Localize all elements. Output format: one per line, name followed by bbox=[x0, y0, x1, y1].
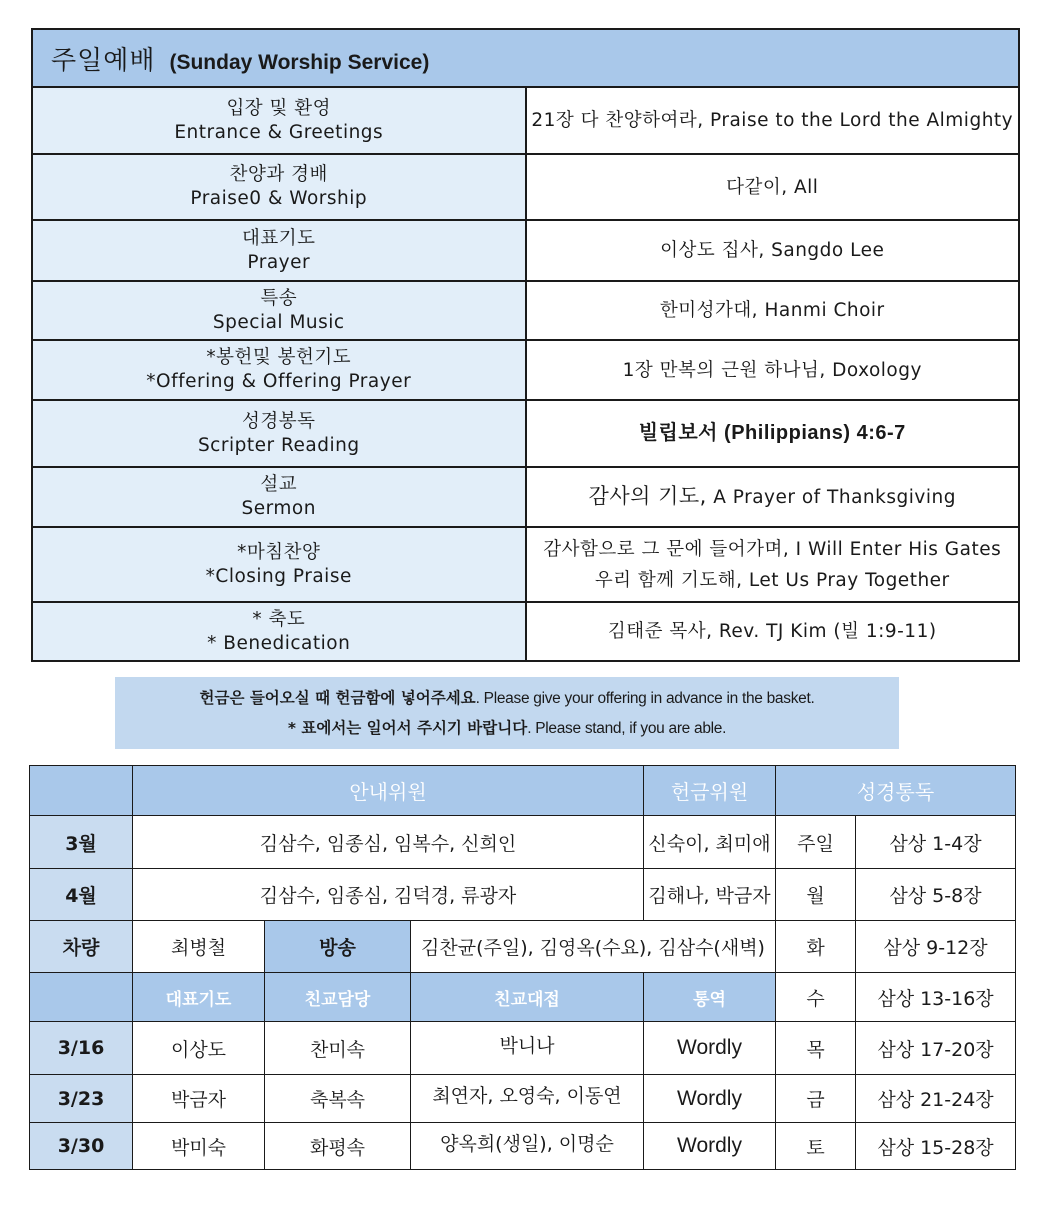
order-value bbox=[526, 467, 1020, 527]
order-value: 1장 만복의 근원 하나님, Doxology bbox=[526, 340, 1020, 400]
order-label-ko: 찬양과 경배 bbox=[229, 164, 328, 185]
order-label-ko: 특송 bbox=[260, 287, 298, 309]
reading-day: 토 bbox=[776, 1123, 856, 1170]
prayer-header: 대표기도 bbox=[133, 973, 265, 1022]
reading-day: 주일 bbox=[776, 816, 856, 869]
subheader-corner bbox=[30, 973, 133, 1022]
ushers-names: 김삼수, 임종심, 임복수, 신희인 bbox=[133, 816, 644, 869]
week-interpret: Wordly bbox=[644, 1075, 776, 1123]
order-row bbox=[32, 467, 1019, 527]
bible-reading-header: 성경통독 bbox=[776, 766, 1016, 816]
notice-line-offering bbox=[115, 683, 899, 713]
ushers-header: 안내위원 bbox=[133, 766, 644, 816]
week-fellowship-host-text: 최연자, 오영숙, 이동연 bbox=[432, 1085, 622, 1107]
week-date: 3/30 bbox=[30, 1123, 133, 1170]
vehicle-label: 차량 bbox=[30, 921, 133, 973]
order-row bbox=[32, 602, 1019, 661]
order-row bbox=[32, 340, 1019, 400]
closing-praise-line2: 우리 함께 기도해, Let Us Pray Together bbox=[594, 569, 950, 591]
reading-day: 금 bbox=[776, 1075, 856, 1123]
order-label bbox=[32, 340, 526, 400]
order-title-en: (Sunday Worship Service) bbox=[169, 50, 430, 74]
week-fellowship-host bbox=[411, 1075, 644, 1123]
order-label bbox=[32, 281, 526, 340]
sermon-title-ko: 감사의 기도, bbox=[588, 484, 707, 508]
order-label bbox=[32, 602, 526, 661]
week-fellowship-host bbox=[411, 1123, 644, 1170]
week-interpret: Wordly bbox=[644, 1123, 776, 1170]
order-row bbox=[32, 220, 1019, 281]
order-row bbox=[32, 154, 1019, 220]
fellowship-host-header: 친교대접 bbox=[411, 973, 644, 1022]
ushers-names: 김삼수, 임종심, 김덕경, 류광자 bbox=[133, 869, 644, 921]
month-row bbox=[30, 869, 1016, 921]
corner-cell bbox=[30, 766, 133, 816]
week-prayer: 이상도 bbox=[133, 1022, 265, 1075]
reading-passage: 삼상 5-8장 bbox=[856, 869, 1016, 921]
order-label-ko: 대표기도 bbox=[242, 227, 316, 249]
order-label-en: Entrance & Greetings bbox=[174, 121, 384, 143]
month-label: 4월 bbox=[30, 869, 133, 921]
order-label bbox=[32, 154, 526, 220]
order-title bbox=[32, 29, 1019, 87]
week-interpret: Wordly bbox=[644, 1022, 776, 1075]
closing-praise-line1: 감사함으로 그 문에 들어가며, I Will Enter His Gates bbox=[543, 538, 1002, 560]
order-value: 21장 다 찬양하여라, Praise to the Lord the Almighty bbox=[526, 87, 1020, 154]
subheader-row bbox=[30, 973, 1016, 1022]
week-row bbox=[30, 1022, 1016, 1075]
reading-day: 화 bbox=[776, 921, 856, 973]
notice-offering-ko: 헌금은 들어오실 때 헌금함에 넣어주세요 bbox=[199, 689, 476, 707]
reading-passage: 삼상 17-20장 bbox=[856, 1022, 1016, 1075]
month-row bbox=[30, 816, 1016, 869]
order-label bbox=[32, 87, 526, 154]
order-value: 이상도 집사, Sangdo Lee bbox=[526, 220, 1020, 281]
reading-day: 목 bbox=[776, 1022, 856, 1075]
order-label bbox=[32, 400, 526, 467]
order-row bbox=[32, 281, 1019, 340]
order-label-en: Special Music bbox=[212, 311, 345, 333]
week-fellowship-host bbox=[411, 1022, 644, 1075]
order-row bbox=[32, 87, 1019, 154]
week-row bbox=[30, 1123, 1016, 1170]
reading-passage: 삼상 1-4장 bbox=[856, 816, 1016, 869]
reading-passage: 삼상 21-24장 bbox=[856, 1075, 1016, 1123]
week-date: 3/16 bbox=[30, 1022, 133, 1075]
order-value: 다같이, All bbox=[526, 154, 1020, 220]
sermon-title-en: A Prayer of Thanksgiving bbox=[713, 487, 956, 508]
reading-day: 수 bbox=[776, 973, 856, 1022]
order-label-en: *Closing Praise bbox=[205, 565, 352, 587]
order-label-en: * Benedication bbox=[207, 632, 351, 654]
offering-names: 신숙이, 최미애 bbox=[644, 816, 776, 869]
broadcast-value: 김찬균(주일), 김영옥(수요), 김삼수(새벽) bbox=[411, 921, 776, 973]
week-fellowship-lead: 화평속 bbox=[265, 1123, 411, 1170]
notice-box bbox=[115, 677, 899, 749]
week-row bbox=[30, 1075, 1016, 1123]
week-fellowship-host-text: 박니나 bbox=[499, 1034, 555, 1057]
week-fellowship-host-text: 양옥희(생일), 이명순 bbox=[440, 1132, 614, 1155]
order-label-en: *Offering & Offering Prayer bbox=[146, 371, 412, 392]
order-label-ko: 설교 bbox=[260, 474, 298, 495]
notice-stand-ko: * 표에서는 일어서 주시기 바랍니다 bbox=[287, 719, 528, 737]
order-label bbox=[32, 527, 526, 602]
order-label-ko: 입장 및 환영 bbox=[226, 97, 332, 119]
volunteer-table bbox=[29, 765, 1016, 1170]
fellowship-lead-header: 친교담당 bbox=[265, 973, 411, 1022]
order-row bbox=[32, 400, 1019, 467]
reading-passage: 삼상 9-12장 bbox=[856, 921, 1016, 973]
vehicle-value: 최병철 bbox=[133, 921, 265, 973]
order-label-ko: *봉헌및 봉헌기도 bbox=[206, 347, 352, 368]
order-of-worship-table bbox=[31, 28, 1020, 662]
order-title-ko: 주일예배 bbox=[51, 45, 156, 76]
week-fellowship-lead: 축복속 bbox=[265, 1075, 411, 1123]
reading-passage: 삼상 13-16장 bbox=[856, 973, 1016, 1022]
notice-offering-en: . Please give your offering in advance in the basket. bbox=[475, 690, 815, 707]
order-label bbox=[32, 467, 526, 527]
notice-stand-en: . Please stand, if you are able. bbox=[527, 720, 727, 737]
order-label-en: Sermon bbox=[241, 498, 316, 519]
week-prayer: 박금자 bbox=[133, 1075, 265, 1123]
order-label bbox=[32, 220, 526, 281]
week-fellowship-lead: 찬미속 bbox=[265, 1022, 411, 1075]
vehicle-broadcast-row bbox=[30, 921, 1016, 973]
order-label-ko: *마침찬양 bbox=[237, 541, 321, 563]
interpret-header: 통역 bbox=[644, 973, 776, 1022]
order-value: 김태준 목사, Rev. TJ Kim (빌 1:9-11) bbox=[526, 602, 1020, 661]
broadcast-label: 방송 bbox=[265, 921, 411, 973]
order-value bbox=[526, 527, 1020, 602]
order-label-en: Prayer bbox=[247, 251, 311, 273]
reading-day: 월 bbox=[776, 869, 856, 921]
notice-line-stand bbox=[115, 713, 899, 743]
offering-names: 김해나, 박금자 bbox=[644, 869, 776, 921]
order-row bbox=[32, 527, 1019, 602]
order-label-en: Scripter Reading bbox=[197, 434, 360, 456]
header-row bbox=[30, 766, 1016, 816]
order-label-ko: * 축도 bbox=[252, 608, 306, 630]
order-value bbox=[526, 400, 1020, 467]
offering-header: 헌금위원 bbox=[644, 766, 776, 816]
order-label-ko: 성경봉독 bbox=[242, 410, 316, 432]
week-prayer: 박미숙 bbox=[133, 1123, 265, 1170]
scripture-reference: 빌립보서 (Philippians) 4:6-7 bbox=[638, 422, 906, 444]
week-date: 3/23 bbox=[30, 1075, 133, 1123]
reading-passage: 삼상 15-28장 bbox=[856, 1123, 1016, 1170]
order-value: 한미성가대, Hanmi Choir bbox=[526, 281, 1020, 340]
month-label: 3월 bbox=[30, 816, 133, 869]
order-label-en: Praise0 & Worship bbox=[190, 188, 368, 209]
